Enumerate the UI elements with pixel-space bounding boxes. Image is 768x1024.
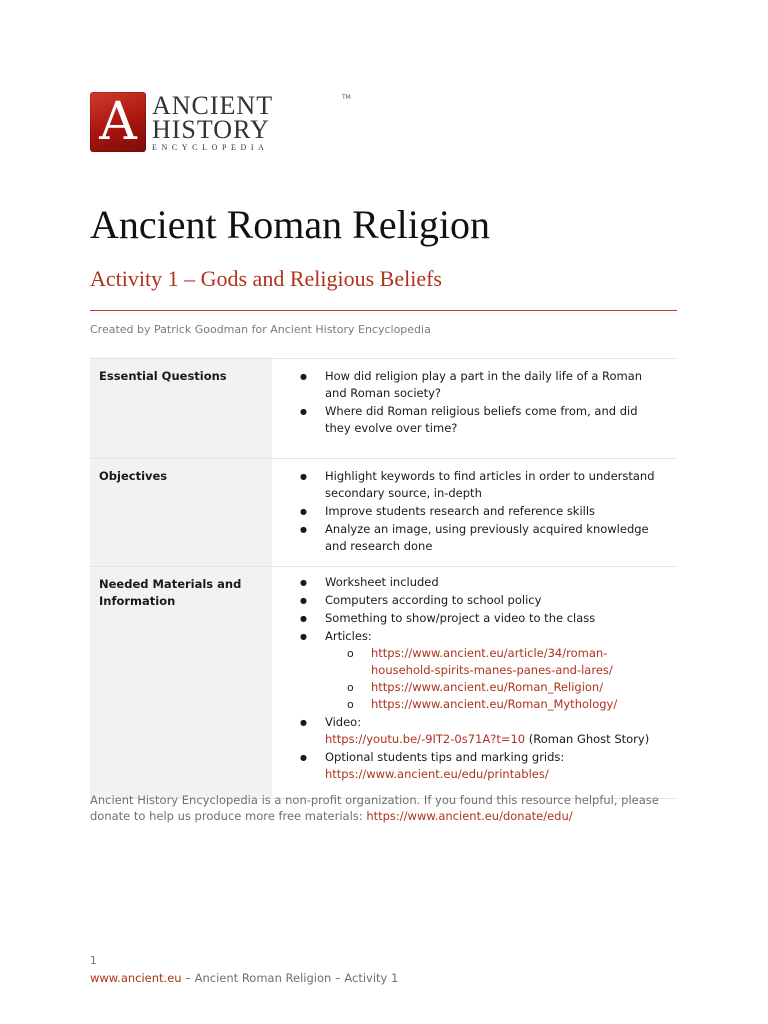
activity-subtitle: Activity 1 – Gods and Religious Beliefs <box>90 266 442 291</box>
page-number: 1 <box>90 955 97 967</box>
list-item: ● Something to show/project a video to the class <box>300 610 657 627</box>
donation-note <box>90 792 690 824</box>
title-divider <box>90 310 677 311</box>
row-content <box>272 567 677 799</box>
page-footer <box>90 971 398 985</box>
printables-link[interactable]: https://www.ancient.eu/edu/printables/ <box>325 767 549 781</box>
list-item-tips <box>300 749 657 783</box>
list-item: ● How did religion play a part in the daily life of a Roman and Roman society? <box>300 368 657 402</box>
activity-info-table <box>90 358 677 799</box>
site-link[interactable]: www.ancient.eu <box>90 971 182 985</box>
row-label: Objectives <box>90 459 272 567</box>
logo-line-ancient: ANCIENT <box>152 91 274 120</box>
trademark-mark: TM <box>342 94 351 101</box>
list-item: ● Highlight keywords to find articles in order to understand secondary source, in-depth <box>300 468 657 502</box>
bullet-list <box>300 368 657 437</box>
list-item <box>347 645 657 679</box>
list-item-video <box>300 714 657 748</box>
list-item <box>347 696 657 713</box>
list-item: ● Computers according to school policy <box>300 592 657 609</box>
logo-line-history: HISTORY <box>152 115 270 144</box>
page-title: Ancient Roman Religion <box>90 202 490 247</box>
list-item <box>347 679 657 696</box>
logo-wordmark <box>152 91 351 153</box>
article-link-roman-religion[interactable]: https://www.ancient.eu/Roman_Religion/ <box>371 680 604 694</box>
table-row-essential-questions <box>90 359 677 459</box>
tips-label: Optional students tips and marking grids: <box>325 750 565 764</box>
logo-mark-icon: A <box>90 92 146 152</box>
row-content <box>272 359 677 459</box>
row-label: Needed Materials and Information <box>90 567 272 799</box>
article-link-household-spirits[interactable]: https://www.ancient.eu/article/34/roman-household-spirits-manes-panes-and-lares/ <box>371 646 613 677</box>
list-item-articles <box>300 628 657 713</box>
article-link-list <box>325 645 657 713</box>
articles-label: Articles: <box>325 629 372 643</box>
video-label: Video: <box>325 715 362 729</box>
list-item: ● Improve students research and reference skills <box>300 503 657 520</box>
brand-logo <box>90 91 351 154</box>
list-item: ● Where did Roman religious beliefs come from, and did they evolve over time? <box>300 403 657 437</box>
table-row-materials <box>90 567 677 799</box>
bullet-list <box>300 468 657 555</box>
row-content <box>272 459 677 567</box>
bullet-list <box>300 574 657 783</box>
footer-trail: – Ancient Roman Religion – Activity 1 <box>181 971 399 985</box>
author-byline: Created by Patrick Goodman for Ancient History Encyclopedia <box>90 323 431 336</box>
video-note: (Roman Ghost Story) <box>525 732 650 746</box>
table-row-objectives <box>90 459 677 567</box>
row-label: Essential Questions <box>90 359 272 459</box>
article-link-roman-mythology[interactable]: https://www.ancient.eu/Roman_Mythology/ <box>371 697 618 711</box>
logo-line-encyclopedia: ENCYCLOPEDIA <box>152 143 269 152</box>
donate-link[interactable]: https://www.ancient.eu/donate/edu/ <box>366 809 573 823</box>
list-item: ● Worksheet included <box>300 574 657 591</box>
video-link[interactable]: https://youtu.be/-9IT2-0s71A?t=10 <box>325 732 526 746</box>
list-item: ● Analyze an image, using previously acquired knowledge and research done <box>300 521 657 555</box>
donation-text: Ancient History Encyclopedia is a non-profit organization. If you found this resource helpful, please donate to help us produce more free materials: <box>90 793 659 823</box>
